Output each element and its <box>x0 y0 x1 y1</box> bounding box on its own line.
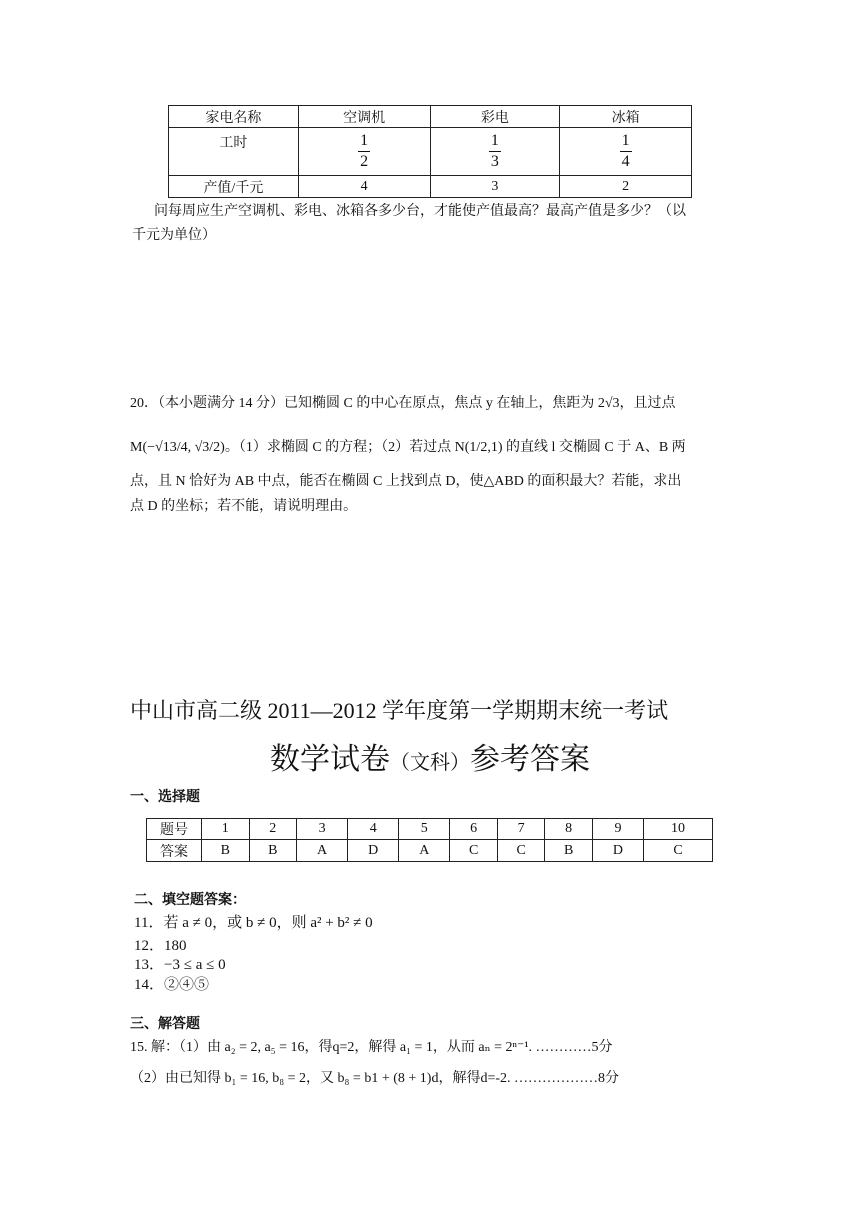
choice-number: 9 <box>592 819 643 840</box>
choice-answer: A <box>399 840 450 862</box>
choice-answer: D <box>348 840 399 862</box>
choice-number: 4 <box>348 819 399 840</box>
choice-number: 3 <box>297 819 348 840</box>
choice-number: 10 <box>644 819 713 840</box>
choice-answer: A <box>297 840 348 862</box>
fill-answer-14: 14．②④⑤ <box>134 977 210 993</box>
fill-answer-11: 11．若 a ≠ 0，或 b ≠ 0，则 a² + b² ≠ 0 <box>134 915 373 931</box>
section-choice: 一、选择题 <box>130 788 200 804</box>
choice-number: 2 <box>249 819 297 840</box>
q20-line3: 点，且 N 恰好为 AB 中点，能否在椭圆 C 上找到点 D，使△ABD 的面积最大？若能，求出 <box>130 474 682 489</box>
choice-answer-label: 答案 <box>147 840 202 862</box>
answer-subtitle: 数学试卷（文科）参考答案 <box>270 743 590 776</box>
section-fill: 二、填空题答案： <box>134 891 246 907</box>
header-aircon: 空调机 <box>298 106 430 128</box>
choice-answer: B <box>202 840 250 862</box>
choice-number: 8 <box>545 819 593 840</box>
q15-line2: （2）由已知得 b₁ = 16, b₈ = 2，又 b₈ = b1 + (8 + 1)d，解得d=-2. ………………8分 <box>130 1071 620 1086</box>
header-fridge: 冰箱 <box>560 106 692 128</box>
choice-number: 1 <box>202 819 250 840</box>
choice-answer: D <box>592 840 643 862</box>
appliance-table <box>168 105 692 198</box>
q19-question: 问每周应生产空调机、彩电、冰箱各多少台，才能使产值最高？最高产值是多少？（以千元为单位） <box>132 204 686 243</box>
output-tv: 3 <box>430 176 560 198</box>
choice-answer: B <box>545 840 593 862</box>
output-fridge: 2 <box>560 176 692 198</box>
output-label: 产值/千元 <box>169 176 299 198</box>
header-tv: 彩电 <box>430 106 560 128</box>
choice-answer: C <box>497 840 545 862</box>
q20-line2: M(−√13/4, √3/2)。（1）求椭圆 C 的方程；（2）若过点 N(1/2,1) 的直线 l 交椭圆 C 于 A、B 两 <box>130 440 686 455</box>
choice-answer: C <box>644 840 713 862</box>
hours-fridge: $\frac{1}{4}$ <box>560 128 692 176</box>
choice-answer: B <box>249 840 297 862</box>
q20-line4: 点 D 的坐标；若不能，请说明理由。 <box>130 499 358 514</box>
fill-answer-12: 12．180 <box>134 938 187 954</box>
output-aircon: 4 <box>298 176 430 198</box>
choice-number: 6 <box>450 819 498 840</box>
hours-label: 工时 <box>169 128 299 176</box>
choice-number-label: 题号 <box>147 819 202 840</box>
fill-answer-13: 13．−3 ≤ a ≤ 0 <box>134 957 226 973</box>
q20-line1: 20．（本小题满分 14 分）已知椭圆 C 的中心在原点，焦点 y 在轴上，焦距为 2√3，且过点 <box>130 396 676 411</box>
hours-aircon: $\frac{1}{2}$ <box>298 128 430 176</box>
q15-line1: 15. 解：（1）由 a₂ = 2, a₅ = 16，得q=2，解得 a₁ = 1，从而 aₙ = 2ⁿ⁻¹. …………5分 <box>130 1040 613 1055</box>
answer-title: 中山市高二级 2011—2012 学年度第一学期期末统一考试 <box>130 698 669 723</box>
choice-number: 5 <box>399 819 450 840</box>
hours-tv: $\frac{1}{3}$ <box>430 128 560 176</box>
choice-number: 7 <box>497 819 545 840</box>
choice-answer: C <box>450 840 498 862</box>
choice-table <box>146 818 713 862</box>
header-appliance: 家电名称 <box>169 106 299 128</box>
section-solutions: 三、解答题 <box>130 1015 200 1031</box>
